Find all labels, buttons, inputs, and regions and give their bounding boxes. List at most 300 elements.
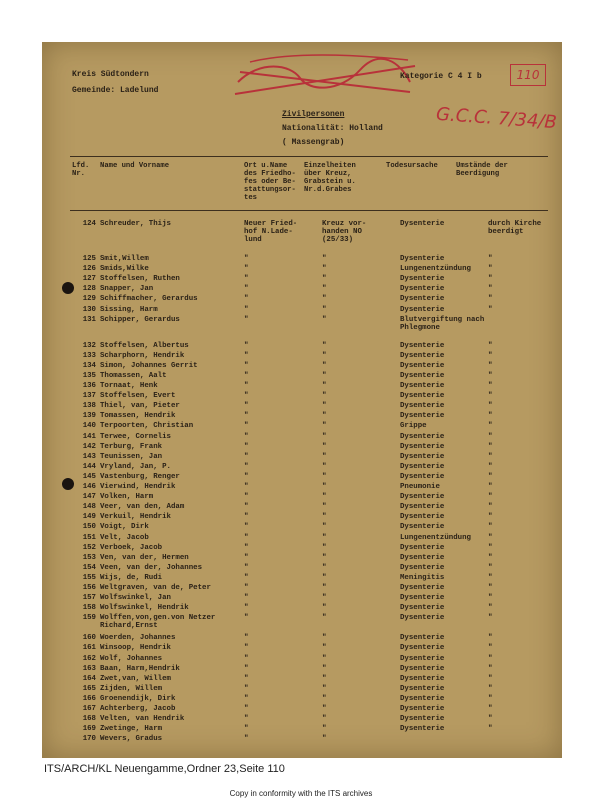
- entry-number: 134: [82, 361, 96, 370]
- entry-name: Verboek, Jacob: [100, 543, 163, 552]
- entry-cemetery: ": [244, 644, 249, 653]
- entry-name: Veer, van den, Adam: [100, 503, 185, 512]
- entry-grave-details: ": [322, 694, 327, 703]
- entry-name: Sissing, Harm: [100, 305, 158, 314]
- entry-cemetery: ": [244, 422, 249, 431]
- entry-cemetery: ": [244, 462, 249, 471]
- entry-cause-of-death: Dysenterie: [400, 674, 445, 683]
- entry-name: Stoffelsen, Albertus: [100, 341, 189, 350]
- entry-cemetery: ": [244, 553, 249, 562]
- entry-cemetery: ": [244, 382, 249, 390]
- entry-name: Teunissen, Jan: [100, 452, 163, 461]
- entry-name: Achterberg, Jacob: [100, 705, 176, 713]
- entry-number: 163: [82, 664, 96, 673]
- entry-name: Velten, van Hendrik: [100, 715, 185, 724]
- entry-cemetery: ": [244, 285, 249, 294]
- entry-burial-circumstances: ": [488, 684, 493, 693]
- entry-number: 128: [82, 285, 96, 294]
- entry-name: Scharphorn, Hendrik: [100, 351, 185, 360]
- entry-name: Wevers, Gradus: [100, 735, 163, 744]
- entry-name: Terwee, Cornelis: [100, 432, 171, 441]
- entry-burial-circumstances: ": [488, 513, 493, 522]
- entry-cause-of-death: Blutvergiftung nach Phlegmone: [400, 315, 485, 332]
- zivilpersonen-label: Zivilpersonen: [282, 110, 345, 119]
- kreis-label: Kreis Südtondern: [72, 70, 149, 79]
- entry-number: 156: [82, 584, 96, 592]
- entry-burial-circumstances: ": [488, 351, 493, 360]
- entry-name: Ven, van der, Hermen: [100, 553, 189, 562]
- entry-name: Zwet,van, Willem: [100, 674, 171, 683]
- entry-cemetery: ": [244, 265, 249, 274]
- entry-cemetery: ": [244, 634, 249, 643]
- entry-cemetery: ": [244, 684, 249, 693]
- entry-name: Stoffelsen, Evert: [100, 392, 176, 401]
- entry-burial-circumstances: ": [488, 422, 493, 431]
- entry-number: 133: [82, 351, 96, 360]
- entry-name: Vierwind, Hendrik: [100, 483, 176, 491]
- entry-name: Groenendijk, Dirk: [100, 694, 176, 703]
- entry-grave-details: ": [322, 604, 327, 613]
- entry-number: 135: [82, 371, 96, 380]
- col-header-einzelheiten: Einzelheiten über Kreuz, Grabstein u. Nr.d.Grabes: [304, 162, 356, 194]
- entry-burial-circumstances: ": [488, 371, 493, 380]
- entry-grave-details: ": [322, 392, 327, 401]
- entry-number: 127: [82, 275, 96, 284]
- nationalitaet-label: Nationalität: Holland: [282, 124, 383, 133]
- entry-grave-details: ": [322, 305, 327, 314]
- entry-number: 140: [82, 422, 96, 431]
- entry-cause-of-death: Dysenterie: [400, 442, 445, 451]
- entry-cause-of-death: Dysenterie: [400, 523, 445, 532]
- entry-grave-details: ": [322, 452, 327, 461]
- entry-burial-circumstances: ": [488, 255, 493, 263]
- entry-number: 136: [82, 382, 96, 390]
- entry-cause-of-death: Grippe: [400, 422, 427, 431]
- entry-number: 159: [82, 614, 96, 623]
- header-rule-bottom: [70, 210, 548, 211]
- handwritten-page-number: 110: [510, 64, 546, 86]
- entry-grave-details: ": [322, 715, 327, 724]
- entry-burial-circumstances: ": [488, 483, 493, 491]
- entry-number: 153: [82, 553, 96, 562]
- entry-number: 158: [82, 604, 96, 613]
- entry-cause-of-death: Dysenterie: [400, 684, 445, 693]
- entry-cause-of-death: Dysenterie: [400, 275, 445, 284]
- entry-cemetery: ": [244, 513, 249, 522]
- entry-number: 129: [82, 295, 96, 304]
- entry-name: Volken, Harm: [100, 493, 154, 502]
- entry-cause-of-death: Dysenterie: [400, 452, 445, 461]
- entry-number: 132: [82, 341, 96, 350]
- entry-cause-of-death: Dysenterie: [400, 255, 445, 263]
- entry-number: 160: [82, 634, 96, 643]
- entry-cause-of-death: Dysenterie: [400, 543, 445, 552]
- entry-cause-of-death: Dysenterie: [400, 220, 445, 228]
- entry-grave-details: ": [322, 361, 327, 370]
- entry-burial-circumstances: ": [488, 674, 493, 683]
- entry-number: 164: [82, 674, 96, 683]
- entry-number: 126: [82, 265, 96, 274]
- entry-number: 147: [82, 493, 96, 502]
- entry-grave-details: ": [322, 351, 327, 360]
- entry-grave-details: ": [322, 573, 327, 582]
- entry-cemetery: ": [244, 275, 249, 284]
- entry-number: 155: [82, 573, 96, 582]
- entry-grave-details: ": [322, 472, 327, 481]
- entry-number: 142: [82, 442, 96, 451]
- entry-burial-circumstances: ": [488, 694, 493, 703]
- entry-number: 150: [82, 523, 96, 532]
- col-header-ort: Ort u.Name des Friedho- fes oder Be- stattungsor- tes: [244, 162, 296, 202]
- col-header-todesursache: Todesursache: [386, 162, 438, 170]
- entry-cause-of-death: Dysenterie: [400, 614, 445, 623]
- entry-name: Wolf, Johannes: [100, 654, 163, 663]
- massengrab-label: ( Massengrab): [282, 138, 345, 147]
- entry-cemetery: ": [244, 295, 249, 304]
- entry-number: 124: [82, 220, 96, 228]
- entry-burial-circumstances: ": [488, 705, 493, 713]
- entry-burial-circumstances: ": [488, 295, 493, 304]
- entry-burial-circumstances: ": [488, 543, 493, 552]
- archive-reference: ITS/ARCH/KL Neuengamme,Ordner 23,Seite 110: [44, 763, 285, 775]
- entry-cause-of-death: Dysenterie: [400, 295, 445, 304]
- entry-number: 130: [82, 305, 96, 314]
- entry-burial-circumstances: ": [488, 553, 493, 562]
- entry-cause-of-death: Dysenterie: [400, 634, 445, 643]
- entry-cemetery: ": [244, 483, 249, 491]
- entry-burial-circumstances: ": [488, 472, 493, 481]
- entry-name: Zwetinge, Harm: [100, 725, 163, 734]
- entry-burial-circumstances: ": [488, 654, 493, 663]
- entry-grave-details: ": [322, 523, 327, 532]
- entry-cemetery: ": [244, 715, 249, 724]
- entry-cause-of-death: Dysenterie: [400, 371, 445, 380]
- entry-name: Tornaat, Henk: [100, 382, 158, 390]
- entry-grave-details: ": [322, 634, 327, 643]
- entry-burial-circumstances: ": [488, 442, 493, 451]
- entry-name: Veen, van der, Johannes: [100, 563, 203, 572]
- entry-grave-details: ": [322, 513, 327, 522]
- entry-cause-of-death: Dysenterie: [400, 604, 445, 613]
- entry-burial-circumstances: ": [488, 563, 493, 572]
- entry-cemetery: ": [244, 503, 249, 512]
- entry-number: 145: [82, 472, 96, 481]
- entry-burial-circumstances: ": [488, 503, 493, 512]
- entry-number: 167: [82, 705, 96, 713]
- entry-number: 139: [82, 412, 96, 421]
- entry-cause-of-death: Dysenterie: [400, 513, 445, 522]
- entry-cause-of-death: Dysenterie: [400, 305, 445, 314]
- entry-cemetery: ": [244, 523, 249, 532]
- entry-cause-of-death: Dysenterie: [400, 644, 445, 653]
- entry-name: Stoffelsen, Ruthen: [100, 275, 180, 284]
- col-header-nr: Lfd. Nr.: [72, 162, 90, 178]
- entry-number: 149: [82, 513, 96, 522]
- entry-grave-details: ": [322, 503, 327, 512]
- entry-number: 125: [82, 255, 96, 263]
- entry-cause-of-death: Dysenterie: [400, 341, 445, 350]
- entry-burial-circumstances: ": [488, 644, 493, 653]
- entry-cause-of-death: Dysenterie: [400, 402, 445, 411]
- gemeinde-label: Gemeinde: Ladelund: [72, 86, 159, 95]
- entry-cemetery: ": [244, 315, 249, 324]
- entry-cemetery: ": [244, 472, 249, 481]
- entry-number: 138: [82, 402, 96, 411]
- entry-cemetery: ": [244, 361, 249, 370]
- entry-name: Simon, Johannes Gerrit: [100, 361, 198, 370]
- entry-name: Vastenburg, Renger: [100, 472, 180, 481]
- entry-burial-circumstances: ": [488, 594, 493, 603]
- entry-grave-details: ": [322, 614, 327, 623]
- entry-grave-details: ": [322, 412, 327, 421]
- kategorie-label: Kategorie C 4 I b: [400, 72, 482, 81]
- entry-number: 168: [82, 715, 96, 724]
- entry-number: 169: [82, 725, 96, 734]
- entry-burial-circumstances: ": [488, 604, 493, 613]
- entry-grave-details: ": [322, 382, 327, 390]
- entry-name: Baan, Harm,Hendrik: [100, 664, 180, 673]
- entry-cemetery: ": [244, 594, 249, 603]
- entry-cemetery: ": [244, 664, 249, 673]
- entry-grave-details: ": [322, 255, 327, 263]
- entry-name: Schiffmacher, Gerardus: [100, 295, 198, 304]
- entry-name: Wolffen,von,gen.von Netzer Richard,Ernst: [100, 614, 216, 631]
- entry-cemetery: ": [244, 573, 249, 582]
- entry-cause-of-death: Dysenterie: [400, 664, 445, 673]
- entry-cause-of-death: Dysenterie: [400, 472, 445, 481]
- entry-cemetery: ": [244, 705, 249, 713]
- entry-burial-circumstances: ": [488, 305, 493, 314]
- entry-name: Wolfswinkel, Hendrik: [100, 604, 189, 613]
- entry-burial-circumstances: ": [488, 382, 493, 390]
- entry-name: Thiel, van, Pieter: [100, 402, 180, 411]
- entry-grave-details: ": [322, 315, 327, 324]
- entry-cemetery: ": [244, 255, 249, 263]
- entry-cemetery: ": [244, 341, 249, 350]
- punch-hole-middle: [62, 478, 74, 490]
- entry-grave-details: ": [322, 563, 327, 572]
- entry-number: 148: [82, 503, 96, 512]
- entry-cemetery: ": [244, 674, 249, 683]
- entry-grave-details: ": [322, 483, 327, 491]
- entry-burial-circumstances: ": [488, 614, 493, 623]
- entry-number: 161: [82, 644, 96, 653]
- entry-cause-of-death: Dysenterie: [400, 503, 445, 512]
- entry-grave-details: ": [322, 684, 327, 693]
- entry-number: 146: [82, 483, 96, 491]
- entry-burial-circumstances: ": [488, 412, 493, 421]
- entry-cause-of-death: Dysenterie: [400, 392, 445, 401]
- entry-grave-details: ": [322, 654, 327, 663]
- entry-grave-details: ": [322, 285, 327, 294]
- entry-burial-circumstances: ": [488, 573, 493, 582]
- entry-name: Terpoorten, Christian: [100, 422, 194, 431]
- entry-cause-of-death: Dysenterie: [400, 462, 445, 471]
- entry-burial-circumstances: ": [488, 493, 493, 502]
- entry-grave-details: ": [322, 644, 327, 653]
- entry-grave-details: ": [322, 584, 327, 592]
- entry-cause-of-death: Dysenterie: [400, 553, 445, 562]
- entry-cause-of-death: Dysenterie: [400, 361, 445, 370]
- entry-grave-details: ": [322, 725, 327, 734]
- entry-name: Schreuder, Thijs: [100, 220, 171, 228]
- conformity-note: Copy in conformity with the ITS archives: [229, 789, 373, 798]
- entry-name: Smids,Wilke: [100, 265, 149, 274]
- entry-cemetery: ": [244, 452, 249, 461]
- entry-cause-of-death: Pneumonie: [400, 483, 440, 491]
- entry-cemetery: ": [244, 432, 249, 441]
- entry-cemetery: ": [244, 351, 249, 360]
- entry-burial-circumstances: ": [488, 725, 493, 734]
- entry-cemetery: ": [244, 725, 249, 734]
- entry-number: 144: [82, 462, 96, 471]
- entry-burial-circumstances: ": [488, 715, 493, 724]
- entry-name: Thomassen, Aalt: [100, 371, 167, 380]
- entry-grave-details: ": [322, 735, 327, 744]
- entry-cause-of-death: Dysenterie: [400, 351, 445, 360]
- entry-grave-details: ": [322, 533, 327, 542]
- entry-burial-circumstances: ": [488, 361, 493, 370]
- entry-cemetery: ": [244, 563, 249, 572]
- entry-name: Vryland, Jan, P.: [100, 462, 171, 471]
- entry-cause-of-death: Meningitis: [400, 573, 445, 582]
- entry-cemetery: ": [244, 614, 249, 623]
- entry-grave-details: ": [322, 295, 327, 304]
- entry-cemetery: ": [244, 584, 249, 592]
- entry-grave-details: ": [322, 462, 327, 471]
- entry-cause-of-death: Dysenterie: [400, 584, 445, 592]
- entry-name: Wolfswinkel, Jan: [100, 594, 171, 603]
- entry-number: 157: [82, 594, 96, 603]
- entry-cemetery: Neuer Fried- hof N.Lade- lund: [244, 220, 298, 244]
- entry-name: Winsoop, Hendrik: [100, 644, 171, 653]
- entry-grave-details: ": [322, 442, 327, 451]
- entry-cemetery: ": [244, 493, 249, 502]
- entry-grave-details: ": [322, 432, 327, 441]
- entry-grave-details: ": [322, 493, 327, 502]
- entry-name: Snapper, Jan: [100, 285, 154, 294]
- entry-cemetery: ": [244, 604, 249, 613]
- entry-cemetery: ": [244, 694, 249, 703]
- entry-burial-circumstances: ": [488, 392, 493, 401]
- entry-grave-details: ": [322, 341, 327, 350]
- entry-number: 170: [82, 735, 96, 744]
- entry-name: Woerden, Johannes: [100, 634, 176, 643]
- entry-grave-details: ": [322, 594, 327, 603]
- entry-number: 137: [82, 392, 96, 401]
- entry-grave-details: ": [322, 402, 327, 411]
- entry-number: 141: [82, 432, 96, 441]
- entry-grave-details: ": [322, 543, 327, 552]
- entry-cause-of-death: Dysenterie: [400, 412, 445, 421]
- entry-number: 131: [82, 315, 96, 324]
- entry-cause-of-death: Dysenterie: [400, 594, 445, 603]
- entry-burial-circumstances: ": [488, 285, 493, 294]
- entry-grave-details: ": [322, 674, 327, 683]
- header-rule-top: [70, 156, 548, 157]
- entry-cause-of-death: Dysenterie: [400, 493, 445, 502]
- punch-hole-top: [62, 282, 74, 294]
- entry-grave-details: ": [322, 275, 327, 284]
- entry-grave-details: ": [322, 265, 327, 274]
- entry-cemetery: ": [244, 442, 249, 451]
- entry-burial-circumstances: ": [488, 452, 493, 461]
- entry-cause-of-death: Dysenterie: [400, 563, 445, 572]
- entry-name: Schipper, Gerardus: [100, 315, 180, 324]
- entry-name: Terburg, Frank: [100, 442, 163, 451]
- entry-cemetery: ": [244, 402, 249, 411]
- entry-cause-of-death: Dysenterie: [400, 715, 445, 724]
- col-header-umstaende: Umstände der Beerdigung: [456, 162, 508, 178]
- entry-burial-circumstances: ": [488, 664, 493, 673]
- red-handwritten-annotation: G.C.C. 7/34/B: [435, 103, 558, 134]
- entry-name: Velt, Jacob: [100, 533, 149, 542]
- entry-cause-of-death: Dysenterie: [400, 432, 445, 441]
- entry-burial-circumstances: ": [488, 275, 493, 284]
- entry-cemetery: ": [244, 533, 249, 542]
- entry-grave-details: ": [322, 664, 327, 673]
- entry-number: 166: [82, 694, 96, 703]
- entry-name: Wijs, de, Rudi: [100, 573, 163, 582]
- entry-cause-of-death: Dysenterie: [400, 285, 445, 294]
- entry-grave-details: Kreuz vor- handen NO (25/33): [322, 220, 367, 244]
- entry-cause-of-death: Dysenterie: [400, 725, 445, 734]
- entry-cemetery: ": [244, 412, 249, 421]
- entry-number: 165: [82, 684, 96, 693]
- col-header-name: Name und Vorname: [100, 162, 170, 170]
- entry-cemetery: ": [244, 392, 249, 401]
- entry-burial-circumstances: ": [488, 462, 493, 471]
- entry-cause-of-death: Lungenentzündung: [400, 533, 471, 542]
- entry-cemetery: ": [244, 735, 249, 744]
- entry-burial-circumstances: ": [488, 584, 493, 592]
- entry-grave-details: ": [322, 705, 327, 713]
- entry-cemetery: ": [244, 371, 249, 380]
- entry-cause-of-death: Dysenterie: [400, 694, 445, 703]
- entry-cause-of-death: Dysenterie: [400, 705, 445, 713]
- entry-grave-details: ": [322, 422, 327, 431]
- entry-number: 151: [82, 533, 96, 542]
- entry-cemetery: ": [244, 654, 249, 663]
- entry-name: Zijden, Willem: [100, 684, 163, 693]
- entry-name: Tomassen, Hendrik: [100, 412, 176, 421]
- entry-number: 152: [82, 543, 96, 552]
- scanned-document: [42, 42, 562, 758]
- entry-burial-circumstances: ": [488, 523, 493, 532]
- entry-cause-of-death: Dysenterie: [400, 654, 445, 663]
- entry-cause-of-death: Lungenentzündung: [400, 265, 471, 274]
- entry-name: Weltgraven, van de, Peter: [100, 584, 211, 592]
- entry-grave-details: ": [322, 371, 327, 380]
- entry-burial-circumstances: ": [488, 533, 493, 542]
- entry-cause-of-death: Dysenterie: [400, 382, 445, 390]
- entry-cemetery: ": [244, 543, 249, 552]
- entry-cemetery: ": [244, 305, 249, 314]
- entry-name: Verkuil, Hendrik: [100, 513, 171, 522]
- entry-burial-circumstances: ": [488, 402, 493, 411]
- entry-burial-circumstances: ": [488, 341, 493, 350]
- entry-name: Smit,Willem: [100, 255, 149, 263]
- entry-burial-circumstances: ": [488, 634, 493, 643]
- entry-name: Voigt, Dirk: [100, 523, 149, 532]
- entry-number: 154: [82, 563, 96, 572]
- entry-burial-circumstances: ": [488, 432, 493, 441]
- entry-number: 162: [82, 654, 96, 663]
- entry-grave-details: ": [322, 553, 327, 562]
- entry-burial-circumstances: durch Kirche beerdigt: [488, 220, 542, 236]
- entry-number: 143: [82, 452, 96, 461]
- entry-burial-circumstances: ": [488, 265, 493, 274]
